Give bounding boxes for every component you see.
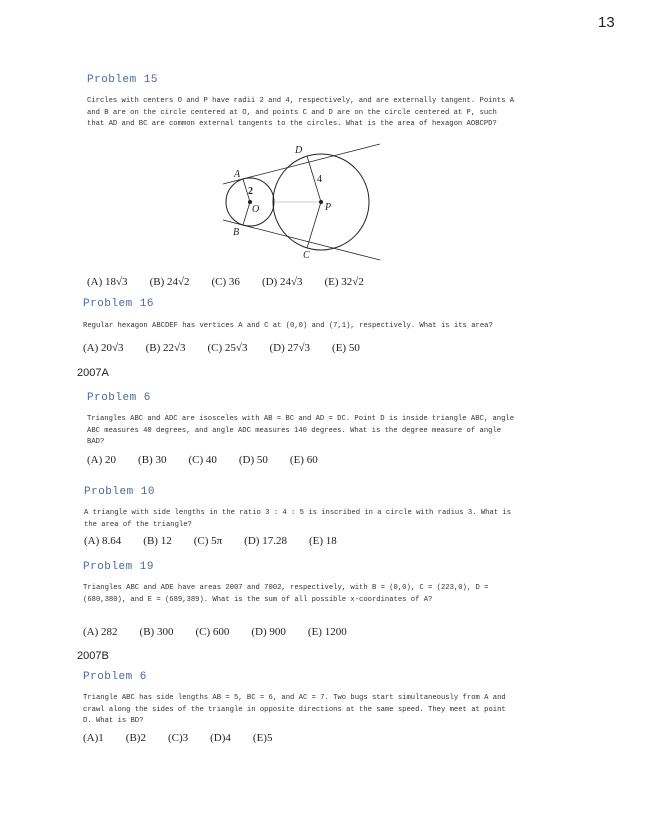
choice-c[interactable]: (C) 36 xyxy=(211,276,240,288)
choice-b[interactable]: (B) 12 xyxy=(143,535,172,547)
answer-choices xyxy=(87,454,340,466)
problem-text: Triangle ABC has side lengths AB = 5, BC = 6, and AC = 7. Two bugs start simultaneously from A and crawl along the sides of the triangle in opposite directions at the same speed. They meet at point D. What is BD? xyxy=(83,694,506,725)
answer-choices xyxy=(83,342,382,354)
problem-title: Problem 6 xyxy=(87,392,151,404)
problem-text: Triangles ABC and ADE have areas 2007 and 7002, respectively, with B = (0,0), C = (223,0), D = (680,380), and E = (689,389). What is the sum of all possible x-coordinates of A? xyxy=(83,584,489,604)
problem-text: Circles with centers O and P have radii 2 and 4, respectively, and are externally tangent. Points A and B are on the circle centered at O, and points C and D are on the circle centered at P, such that AD and BC are common external tangents to the circles. What is the area of hexagon AOBCPD? xyxy=(87,97,515,128)
choice-d[interactable]: (D) 17.28 xyxy=(244,535,287,547)
tangent-line-bottom xyxy=(223,220,380,260)
problem-text: Triangles ABC and ADC are isosceles with AB = BC and AD = DC. Point D is inside triangle ABC, angle ABC measures 40 degrees, and angle ADC measures 140 degrees. What is the degree measure of angle BAD? xyxy=(87,415,515,446)
choice-b[interactable]: (B) 300 xyxy=(139,626,174,638)
choice-c[interactable]: (C) 25√3 xyxy=(207,342,248,354)
answer-choices xyxy=(87,276,386,288)
page-number: 13 xyxy=(598,14,615,31)
choice-b[interactable]: (B)2 xyxy=(125,732,146,744)
problem-text: Regular hexagon ABCDEF has vertices A and C at (0,0) and (7,1), respectively. What is its area? xyxy=(83,322,493,330)
choice-b[interactable]: (B) 24√2 xyxy=(149,276,190,288)
choice-c[interactable]: (C)3 xyxy=(167,732,189,744)
problem-title: Problem 10 xyxy=(84,486,156,498)
choice-a[interactable]: (A) 20 xyxy=(87,454,117,466)
choice-c[interactable]: (C) 600 xyxy=(195,626,230,638)
choice-d[interactable]: (D) 27√3 xyxy=(269,342,311,354)
problem-title: Problem 6 xyxy=(83,671,147,683)
choice-a[interactable]: (A) 8.64 xyxy=(84,535,122,547)
choice-e[interactable]: (E) 32√2 xyxy=(324,276,364,288)
answer-choices xyxy=(83,626,369,638)
choice-e[interactable]: (E) 18 xyxy=(308,535,337,547)
choice-b[interactable]: (B) 22√3 xyxy=(145,342,186,354)
choice-d[interactable]: (D) 50 xyxy=(238,454,268,466)
problem-title: Problem 19 xyxy=(83,561,155,573)
tangent-circles-figure xyxy=(205,140,385,265)
problem-title: Problem 15 xyxy=(87,74,159,86)
answer-choices xyxy=(84,535,359,547)
choice-c[interactable]: (C) 40 xyxy=(188,454,217,466)
label-p: P xyxy=(325,202,332,213)
label-o: O xyxy=(252,204,260,215)
label-a: A xyxy=(234,169,241,180)
choice-a[interactable]: (A) 20√3 xyxy=(83,342,124,354)
label-radius-2: 2 xyxy=(248,186,253,197)
problem-title: Problem 16 xyxy=(83,298,155,310)
choice-a[interactable]: (A) 18√3 xyxy=(87,276,128,288)
choice-d[interactable]: (D) 24√3 xyxy=(261,276,303,288)
choice-e[interactable]: (E)5 xyxy=(252,732,273,744)
choice-d[interactable]: (D)4 xyxy=(210,732,231,744)
section-heading: 2007B xyxy=(77,650,109,662)
choice-b[interactable]: (B) 30 xyxy=(138,454,167,466)
choice-d[interactable]: (D) 900 xyxy=(251,626,286,638)
choice-a[interactable]: (A)1 xyxy=(83,732,104,744)
label-c: C xyxy=(303,250,310,261)
label-b: B xyxy=(233,227,240,238)
label-d: D xyxy=(295,145,303,156)
choice-c[interactable]: (C) 5π xyxy=(193,535,223,547)
choice-a[interactable]: (A) 282 xyxy=(83,626,118,638)
choice-e[interactable]: (E) 1200 xyxy=(307,626,347,638)
choice-e[interactable]: (E) 50 xyxy=(332,342,360,354)
section-heading: 2007A xyxy=(77,367,109,379)
label-radius-4: 4 xyxy=(317,174,322,185)
answer-choices xyxy=(83,732,294,744)
choice-e[interactable]: (E) 60 xyxy=(289,454,318,466)
problem-text: A triangle with side lengths in the ratio 3 : 4 : 5 is inscribed in a circle with radius 3. What is the area of the triangle? xyxy=(84,509,512,529)
